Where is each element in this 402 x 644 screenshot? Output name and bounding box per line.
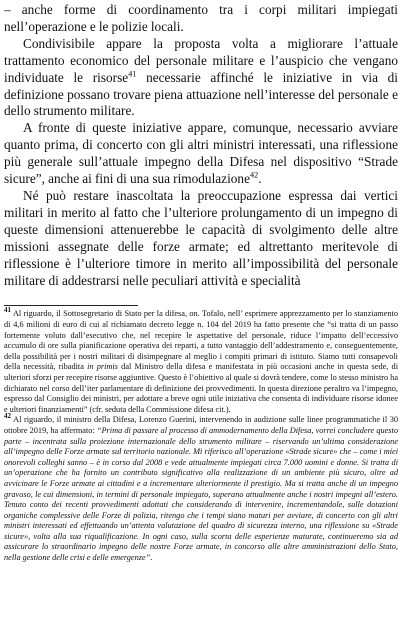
paragraph-3 bbox=[4, 120, 398, 188]
footnote-41 bbox=[4, 306, 398, 415]
footnote-42-quote: “Prima di passare al processo di ammodernamento della Difesa, vorrei concludere questo parte – incentrata sulla proiezione internazionale dello strumento militare – riservando un’ultima considerazione all’impegno delle Forze armate sul territorio nazionale. Mi riferisco all’operazione «Strade sicure» che – come i miei onorevoli colleghi sanno – è in corso dal 2008 e vede attualmente impiegati circa 7.000 uomini e donne. Si tratta di un’operazione che ha fornito un contributo significativo alla realizzazione di un ambiente più sicuro, oltre ad avvicinare le Forze armate ai cittadini e a incrementare ulteriormente il prestigio. Ma si tratta anche di un impegno gravoso, le cui dimensioni, in termini di personale impiegato, superano attualmente anche i nostri impegni all’estero. Tenuto conto dei recenti provvedimenti adottati che considerando di intervenire, incrementandole, sulle dotazioni organiche complessive delle Forze di polizia, ritengo che i tempi siano maturi per avviare, di concerto con gli altri ministri interessati ed effettuando un’attenta valutazione del quadro di sicurezza interno, una riflessione su «Strade sicure», volta alla sua riqualificazione. In ogni caso, sulla scorta delle esperienze maturate, continueremo sia ad assicurare lo straordinario impegno delle nostre Forze armate, in concorso alle altre amministrazioni dello Stato, nella gestione delle crisi e delle emergenze” bbox=[4, 425, 398, 563]
footnote-41-italic: in primis bbox=[87, 362, 118, 372]
paragraph-3-text-before: A fronte di queste iniziative appare, comunque, necessario avviare quanto prima, di concerto con gli altri ministri interessati, una riflessione più generale sull’attuale impegno della Difesa nel dispositivo “Strade sicure”, anche ai fini di una sua rimodulazione bbox=[4, 120, 398, 187]
footnote-41-number: 41 bbox=[4, 306, 12, 315]
paragraph-1 bbox=[4, 2, 398, 36]
footnotes bbox=[4, 306, 398, 563]
footnote-42-text-before: Al riguardo, il ministro della Difesa, Lorenzo Guerini, intervenendo in audizione sulle linee programmatiche il 30 ottobre 2019, ha affermato: bbox=[4, 415, 398, 435]
paragraph-2 bbox=[4, 36, 398, 121]
footnote-42-text-after: . bbox=[150, 553, 153, 563]
paragraph-1-text: – anche forme di coordinamento tra i corpi militari impiegati nell’operazione e le polizie locali. bbox=[4, 2, 398, 34]
footnote-ref-41: 41 bbox=[128, 69, 137, 79]
footnote-41-text-before: Al riguardo, il Sottosegretario di Stato per la difesa, on. Tofalo, nell’ esprimere apprezzamento per lo stanziamento di 4,6 milioni di euro di cui al richiamato decreto legge n. 104 del 2019 ha fatto presente che “si tratta di un passo fortemente voluto dall’esecutivo che, nel recepire le aspettative del personale, riduce l’impatto dell’eccessivo accumulo di ore sulla pianificazione operativa dei reparti, a tutto vantaggio dell’addestramento e, conseguentemente, della possibilità per i nostri militari di disimpegnare al meglio i compiti primari di istituto. Siamo tutti consapevoli della necessità, ribadita bbox=[4, 309, 398, 372]
footnote-42 bbox=[4, 412, 398, 563]
paragraph-4-text: Né può restare inascoltata la preoccupazione espressa dai vertici militari in merito al fatto che l’ulteriore prolungamento di un impegno di queste dimensioni attenuerebbe le capacità di svolgimento delle altre missioni assegnate delle forze armate; ed altrettanto meritevole di riflessione è l’ulteriore timore in merito all’impossibilità del personale militare di addestrarsi nelle peculiari attività e specialità bbox=[4, 187, 398, 288]
footnote-42-number: 42 bbox=[4, 412, 12, 421]
paragraph-2-text-before: Condivisibile appare la proposta volta a migliorare l’attuale trattamento economico del personale militare e l’auspicio che vengano individuate le risorse bbox=[4, 35, 398, 85]
body-text bbox=[4, 2, 398, 289]
footnote-41-text-after: dal Ministro della difesa e manifestata in più occasioni anche in questa sede, di ulteriori sforzi per recepire risorse aggiuntive. Questo è l’obiettivo al quale si dovrà tendere, come lo stesso ministro ha dichiarato nel corso dell’iter parlamentare di definizione dei provvedimenti. In questa direzione peraltro va l’impegno, espresso dal Consiglio dei ministri, per adottare a breve ogni utile iniziativa che consenta di individuare risorse idonee e ulteriori finanziamenti” (cfr. seduta della Commissione difesa cit.). bbox=[4, 362, 398, 414]
footnote-separator bbox=[4, 305, 138, 306]
paragraph-4 bbox=[4, 188, 398, 289]
paragraph-2-text-after: necessarie affinché le iniziative in via di definizione possano trovare piena attuazione nell’interesse del personale e dello strumento militare. bbox=[4, 69, 399, 119]
footnote-ref-42: 42 bbox=[249, 170, 259, 180]
paragraph-3-text-after: . bbox=[258, 171, 262, 187]
